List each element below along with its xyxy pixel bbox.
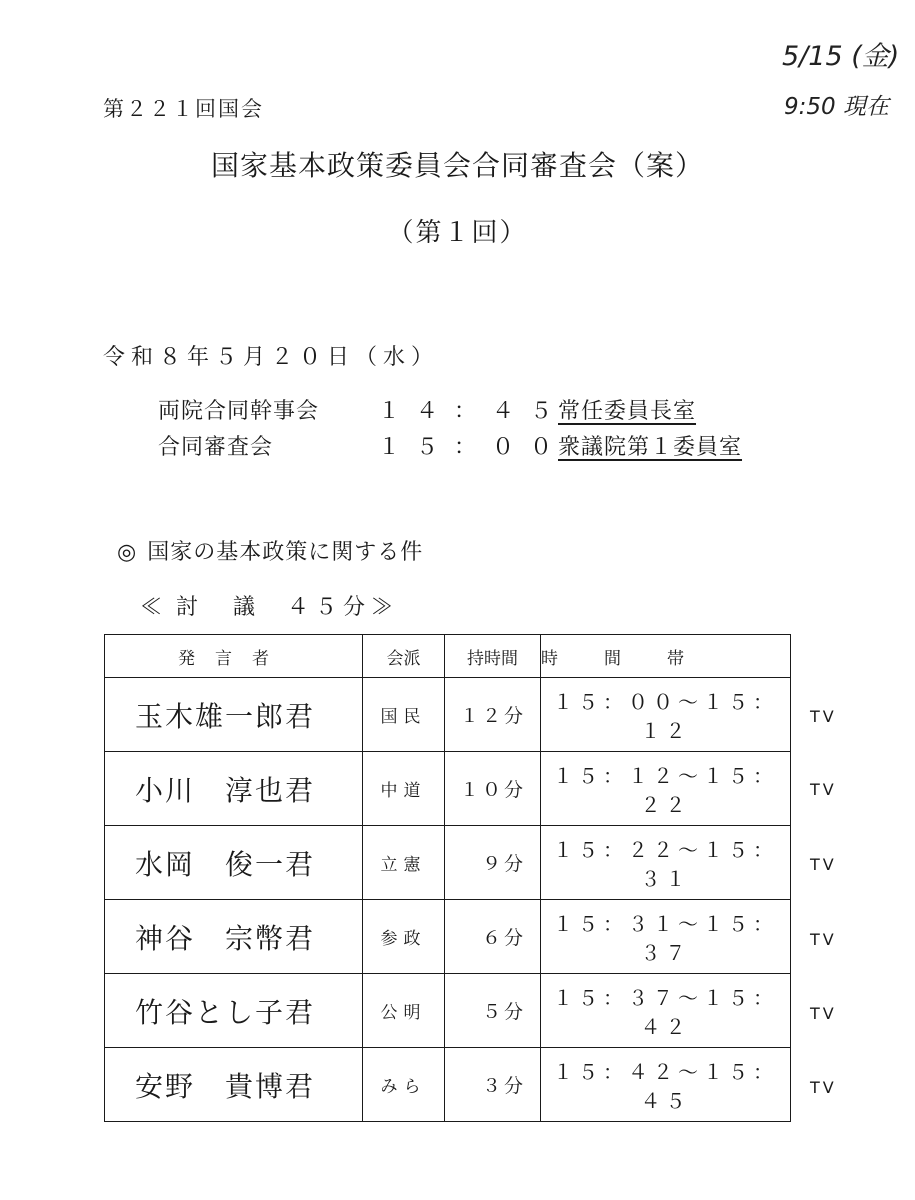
schedule-time: １５：００ [378, 435, 569, 460]
speaker-party: 公明 [363, 974, 445, 1048]
header-allotted-time: 持時間 [445, 635, 541, 678]
schedule-name: 両院合同幹事会 [158, 399, 320, 424]
header-speaker: 発言者 [105, 635, 363, 678]
tv-note: TV [810, 1004, 837, 1023]
speaker-party: 国民 [363, 678, 445, 752]
speaker-time-band: １５：００～１５：１２ [541, 678, 791, 752]
header-party: 会派 [363, 635, 445, 678]
speaker-party: みら [363, 1048, 445, 1122]
speaker-name: 水岡 俊一君 [105, 826, 363, 900]
speaker-allotted-time: ３分 [445, 1048, 541, 1122]
speaker-party: 参政 [363, 900, 445, 974]
tv-note: TV [810, 930, 837, 949]
schedule-room: 常任委員長室 [558, 399, 697, 424]
speaker-allotted-time: ５分 [445, 974, 541, 1048]
table-row [105, 974, 791, 1048]
speaker-time-band: １５：２２～１５：３１ [541, 826, 791, 900]
session-number: 第２２１回国会 [103, 97, 264, 121]
meeting-number: （第１回） [387, 218, 528, 248]
table-row [105, 826, 791, 900]
speaker-time-band: １５：４２～１５：４５ [541, 1048, 791, 1122]
double-circle-icon: ◎ [117, 540, 138, 565]
discussion-label: ≪討 議 [140, 595, 269, 620]
speaker-time-band: １５：３７～１５：４２ [541, 974, 791, 1048]
header-time-band: 時間帯 [541, 635, 791, 678]
speaker-allotted-time: ６分 [445, 900, 541, 974]
speaker-time-band: １５：３１～１５：３７ [541, 900, 791, 974]
schedule-time: １４：４５ [378, 399, 569, 424]
agenda-item [117, 535, 423, 566]
meeting-date: 令和８年５月２０日（水） [103, 345, 440, 370]
handwritten-time-note: 9:50 現在 [784, 94, 889, 120]
agenda-title: 国家の基本政策に関する件 [147, 540, 424, 565]
handwritten-date-note: 5/15 (金) [782, 41, 900, 72]
speaker-allotted-time: １２分 [445, 678, 541, 752]
speaker-name: 神谷 宗幣君 [105, 900, 363, 974]
discussion-heading [140, 590, 399, 621]
speaker-time-band: １５：１２～１５：２２ [541, 752, 791, 826]
speaker-name: 小川 淳也君 [105, 752, 363, 826]
speaker-allotted-time: ９分 [445, 826, 541, 900]
table-row [105, 678, 791, 752]
table-row [105, 752, 791, 826]
schedule-name: 合同審査会 [158, 435, 274, 460]
tv-note: TV [810, 855, 837, 874]
table-row [105, 1048, 791, 1122]
discussion-duration: ４５分≫ [287, 595, 400, 620]
table-row [105, 900, 791, 974]
schedule-room: 衆議院第１委員室 [558, 435, 743, 460]
table-header-row [105, 635, 791, 678]
tv-note: TV [810, 780, 837, 799]
speaker-name: 玉木雄一郎君 [105, 678, 363, 752]
tv-note: TV [810, 707, 837, 726]
tv-note: TV [810, 1078, 837, 1097]
document-title: 国家基本政策委員会合同審査会（案） [210, 149, 704, 182]
speaker-party: 中道 [363, 752, 445, 826]
speaker-table [104, 634, 791, 1122]
speaker-allotted-time: １０分 [445, 752, 541, 826]
speaker-party: 立憲 [363, 826, 445, 900]
speaker-name: 安野 貴博君 [105, 1048, 363, 1122]
speaker-name: 竹谷とし子君 [105, 974, 363, 1048]
